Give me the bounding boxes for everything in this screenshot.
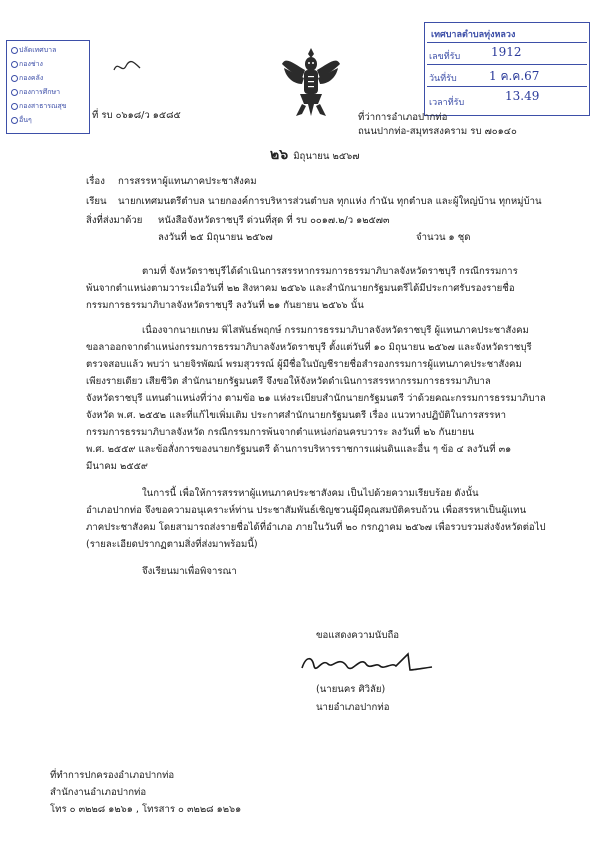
recipient-text: นายกเทศมนตรีตำบล นายกองค์การบริหารส่วนตำบล ทุกแห่ง กำนัน ทุกตำบล และผู้ใหญ่บ้าน ทุกหมู่บ้าน (118, 196, 542, 207)
closing-salutation: ขอแสดงความนับถือ (316, 630, 400, 641)
received-date-value: 1 ค.ค.67 (489, 69, 540, 83)
paragraph-2-line: ขอลาออกจากตำแหน่งกรรมการธรรมาภิบาลจังหวัดราชบุรี ตั้งแต่วันที่ ๑๐ มิถุนายน ๒๕๖๗ และจังหวัดราชบุรี (86, 342, 532, 353)
routing-item: ปลัดเทศบาล (19, 46, 57, 54)
document-reference: ที่ รบ ๐๖๑๘/ว ๑๕๘๕ (92, 110, 181, 121)
routing-item: กองการศึกษา (19, 88, 61, 96)
checkbox-circle-icon (11, 89, 18, 96)
handwritten-initial-icon (112, 58, 142, 76)
received-time-value: 13.49 (505, 89, 540, 103)
footer-contact: โทร ๐ ๓๒๒๘ ๑๒๖๑ , โทรสาร ๐ ๓๒๒๘ ๑๒๖๑ (50, 804, 242, 815)
date-day: ๒๖ (270, 147, 289, 163)
received-date-label: วันที่รับ (429, 74, 457, 84)
routing-item: กองสาธารณสุข (19, 102, 67, 110)
subject-text: การสรรหาผู้แทนภาคประชาสังคม (118, 176, 257, 187)
paragraph-3-line: ภาคประชาสังคม โดยสามารถส่งรายชื่อได้ที่อำเภอ ภายในวันที่ ๒๐ กรกฎาคม ๒๕๖๗ เพื่อรวบรวมส่งจังหวัดต่อไป (86, 522, 546, 533)
checkbox-circle-icon (11, 47, 18, 54)
receipt-office: เทศบาลตำบลทุ่งหลวง (431, 30, 516, 40)
paragraph-2-line: เนื่องจากนายเกษม พิไสพันธ์พฤกษ์ กรรมการธรรมาภิบาลจังหวัดราชบุรี ผู้แทนภาคประชาสังคม (142, 325, 529, 336)
checkbox-circle-icon (11, 103, 18, 110)
paragraph-1-line: พ้นจากตำแหน่งตามวาระเมื่อวันที่ ๒๒ สิงหาคม ๒๕๖๖ และสำนักนายกรัฐมนตรีได้มีประกาศรับรองรายชื่อ (86, 283, 515, 294)
signer-name: (นายนคร ศิวิลัย) (316, 684, 386, 695)
paragraph-2-line: เพียงรายเดียว เสียชีวิต สำนักนายกรัฐมนตรี จึงขอให้จังหวัดดำเนินการสรรหากรรมการธรรมาภิบาล (86, 376, 491, 387)
paragraph-2-line: ตรวจสอบแล้ว พบว่า นายจิรพัฒน์ พรมสุวรรณ์ ผู้มีชื่อในบัญชีรายชื่อสำรองกรรมการผู้แทนภาคประชาสังคม (86, 359, 522, 370)
attachment-label: สิ่งที่ส่งมาด้วย (86, 215, 143, 226)
recipient-label: เรียน (86, 196, 107, 207)
received-no-value: 1912 (491, 45, 522, 59)
received-no-label: เลขที่รับ (429, 52, 461, 62)
sender-address: ถนนปากท่อ-สมุทรสงคราม รบ ๗๐๑๔๐ (358, 126, 517, 137)
checkbox-circle-icon (11, 117, 18, 124)
paragraph-3-line: (รายละเอียดปรากฏตามสิ่งที่ส่งมาพร้อมนี้) (86, 539, 258, 550)
paragraph-2-line: จังหวัดราชบุรี แทนตำแหน่งที่ว่าง ตามข้อ ๒๑ แห่งระเบียบสำนักนายกรัฐมนตรี ว่าด้วยคณะกรรมการธรรมาภิบาล (86, 393, 546, 404)
document-date (270, 144, 359, 166)
attachment-line: หนังสือจังหวัดราชบุรี ด่วนที่สุด ที่ รบ ๐๐๑๗.๒/ว ๑๒๕๗๓ (158, 215, 390, 226)
paragraph-2-line: จังหวัด พ.ศ. ๒๕๕๒ และที่แก้ไขเพิ่มเติม ประกาศสำนักนายกรัฐมนตรี เรื่อง แนวทางปฏิบัติในการสรรหา (86, 410, 506, 421)
received-time-label: เวลาที่รับ (429, 98, 465, 108)
routing-stamp (6, 40, 90, 134)
routing-item: กองช่าง (19, 60, 43, 68)
signer-title: นายอำเภอปากท่อ (316, 702, 390, 713)
subject-label: เรื่อง (86, 176, 105, 187)
paragraph-1-line: ตามที่ จังหวัดราชบุรีได้ดำเนินการสรรหากรรมการธรรมาภิบาลจังหวัดราชบุรี กรณีกรรมการ (142, 266, 518, 277)
footer-office: ที่ทำการปกครองอำเภอปากท่อ (50, 770, 175, 781)
routing-item: อื่นๆ (19, 116, 32, 124)
attachment-date: ลงวันที่ ๒๕ มิถุนายน ๒๕๖๗ (158, 232, 273, 243)
sender-office: ที่ว่าการอำเภอปากท่อ (358, 112, 448, 123)
closing-request: จึงเรียนมาเพื่อพิจารณา (142, 566, 237, 577)
attachment-count: จำนวน ๑ ชุด (416, 232, 471, 243)
garuda-emblem-icon (280, 44, 342, 118)
paragraph-3-line: ในการนี้ เพื่อให้การสรรหาผู้แทนภาคประชาสังคม เป็นไปด้วยความเรียบร้อย ดังนั้น (142, 488, 479, 499)
paragraph-2-line: พ.ศ. ๒๕๕๙ และข้อสั่งการของนายกรัฐมนตรี ด้านการบริหารราชการแผ่นดินและอื่น ๆ ข้อ ๔ ลงวันที่ ๓๑ (86, 444, 512, 455)
receipt-stamp (424, 22, 590, 116)
signature-icon (296, 648, 436, 678)
checkbox-circle-icon (11, 75, 18, 82)
checkbox-circle-icon (11, 61, 18, 68)
routing-item: กองคลัง (19, 74, 44, 82)
paragraph-2-line: มีนาคม ๒๕๕๙ (86, 461, 148, 472)
paragraph-3-line: อำเภอปากท่อ จึงขอความอนุเคราะห์ท่าน ประชาสัมพันธ์เชิญชวนผู้มีคุณสมบัติครบถ้วน เพื่อสรรหาเป็นผู้แทน (86, 505, 527, 516)
paragraph-2-line: กรรมการธรรมาภิบาลจังหวัด กรณีกรรมการพ้นจากตำแหน่งก่อนครบวาระ ลงวันที่ ๒๖ กันยายน (86, 427, 475, 438)
footer-department: สำนักงานอำเภอปากท่อ (50, 787, 147, 798)
paragraph-1-line: กรรมการธรรมาภิบาลจังหวัดราชบุรี ลงวันที่ ๒๑ กันยายน ๒๕๖๖ นั้น (86, 300, 364, 311)
date-month-year: มิถุนายน ๒๕๖๗ (293, 151, 360, 162)
